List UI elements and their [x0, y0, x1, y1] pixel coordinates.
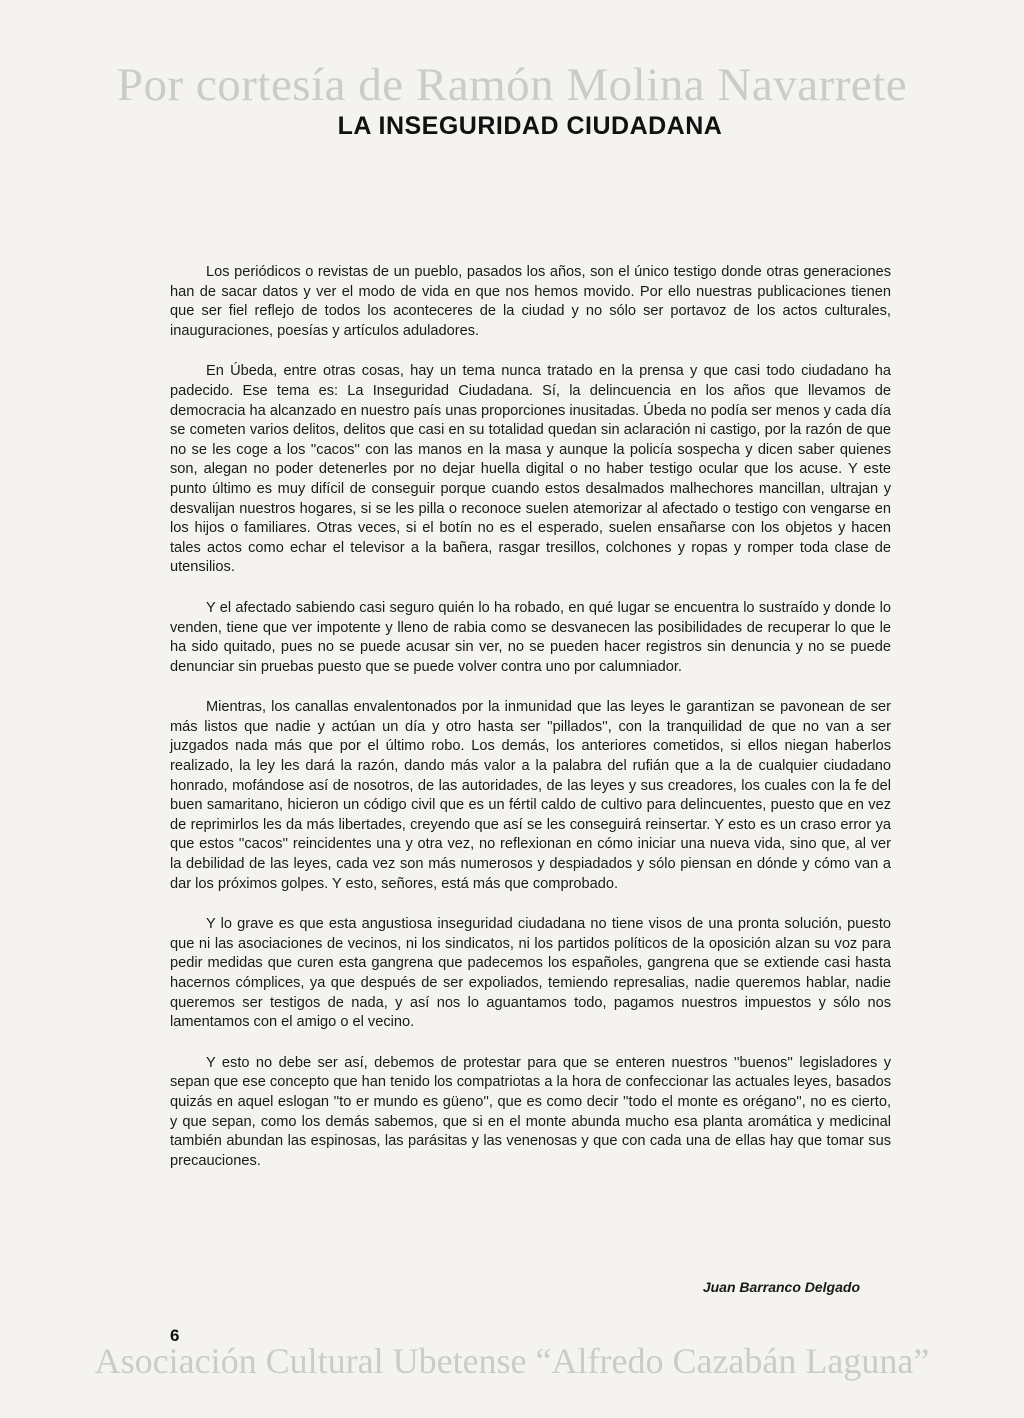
- page-number: 6: [170, 1326, 180, 1345]
- paragraph-1: Los periódicos o revistas de un pueblo, pasados los años, son el único testigo donde otras generaciones han de sacar datos y ver el modo de vida en que nos hemos movido. Por ello nuestras publicaciones tienen que ser fiel reflejo de todos los aconteceres de la ciudad y no sólo ser portavoz de los actos culturales, inauguraciones, poesías y artículos aduladores.: [170, 264, 891, 339]
- paragraph-6: Y esto no debe ser así, debemos de protestar para que se enteren nuestros ''buenos'' legisladores y sepan que ese concepto que han tenido los compatriotas a la hora de confeccionar las actuales leyes, basados quizás en aquel eslogan ''to er mundo es güeno'', que es como decir ''todo el monte es orégano'', no es cierto, y que sepan, como los demás sabemos, que si en el monte abunda mucho esa planta aromática y medicinal también abundan las espinosas, las parásitas y las venenosas y que con cada una de ellas hay que tomar sus precauciones.: [170, 1054, 891, 1169]
- article-title: LA INSEGURIDAD CIUDADANA: [337, 112, 723, 140]
- article-body: [170, 263, 891, 1192]
- paragraph-5: Y lo grave es que esta angustiosa inseguridad ciudadana no tiene visos de una pronta solución, puesto que ni las asociaciones de vecinos, ni los sindicatos, ni los partidos políticos de la oposición alzan su voz para pedir medidas que curen esta gangrena que padecemos los españoles, gangrena que se extiende casi hasta hacernos cómplices, ya que después de ser expoliados, temiendo represalias, nadie queremos hablar, nadie queremos ser testigos de nada, y así nos lo aguantamos todo, pagamos nuestros impuestos y sólo nos lamentamos con el amigo o el vecino.: [170, 916, 891, 1031]
- top-watermark: Por cortesía de Ramón Molina Navarrete: [116, 59, 908, 111]
- paragraph-2: En Úbeda, entre otras cosas, hay un tema nunca tratado en la prensa y que casi todo ciudadano ha padecido. Ese tema es: La Inseguridad Ciudadana. Sí, la delincuencia en los años que llevamos de democracia ha alcanzado en nuestro país unas proporciones inusitadas. Úbeda no podía ser menos y cada día se cometen varios delitos, delitos que casi en su totalidad quedan sin aclaración ni castigo, por la razón de que no se les coge a los ''cacos'' con las manos en la masa y aunque la policía sospecha y dicen saber quienes son, alegan no poder detenerles por no dejar huella digital o no haber testigo ocular que los acuse. Y este punto último es muy difícil de conseguir porque cuando estos desalmados malhechores mancillan, ultrajan y desvalijan nuestros hogares, si se les pilla o reconoce suelen atemorizar al afectado o testigo con vengarse en los hijos o familiares. Otras veces, si el botín no es el esperado, suelen ensañarse con los objetos y hacen tales actos como echar el televisor a la bañera, rasgar tresillos, colchones y ropas y romper toda clase de utensilios.: [170, 363, 891, 576]
- bottom-watermark: Asociación Cultural Ubetense “Alfredo Cazabán Laguna”: [94, 1341, 930, 1381]
- author-signature: Juan Barranco Delgado: [702, 1279, 860, 1295]
- paragraph-3: Y el afectado sabiendo casi seguro quién lo ha robado, en qué lugar se encuentra lo sustraído y donde lo venden, tiene que ver impotente y lleno de rabia como se desvanecen las posibilidades de recuperar lo que le ha sido quitado, pues no se puede acusar sin ver, no se pueden hacer registros sin denuncia y no se puede denunciar sin pruebas puesto que se puede volver contra uno por calumniador.: [170, 599, 891, 675]
- paragraph-4: Mientras, los canallas envalentonados por la inmunidad que las leyes le garantizan se pavonean de ser más listos que nadie y actúan un día y otro hasta ser ''pillados'', con la tranquilidad de que no van a ser juzgados nada más que por el último robo. Los demás, los anteriores cometidos, si ellos niegan haberlos realizado, la ley les dará la razón, dando más valor a la palabra del rufián que a la de cualquier ciudadano honrado, mofándose así de nosotros, de las autoridades, de las leyes y sus creadores, los cuales con la fe del buen samaritano, hicieron un código civil que es un fértil caldo de cultivo para delincuentes, puesto que en vez de reprimirlos les da más libertades, creyendo que así se les conseguirá reinsertar. Y esto es un craso error ya que estos ''cacos'' reincidentes una y otra vez, no reflexionan en cómo iniciar una nueva vida, sino que, al ver la debilidad de las leyes, cada vez son más numerosos y despiadados y sólo piensan en dónde y cómo van a dar los próximos golpes. Y esto, señores, está más que comprobado.: [170, 699, 891, 892]
